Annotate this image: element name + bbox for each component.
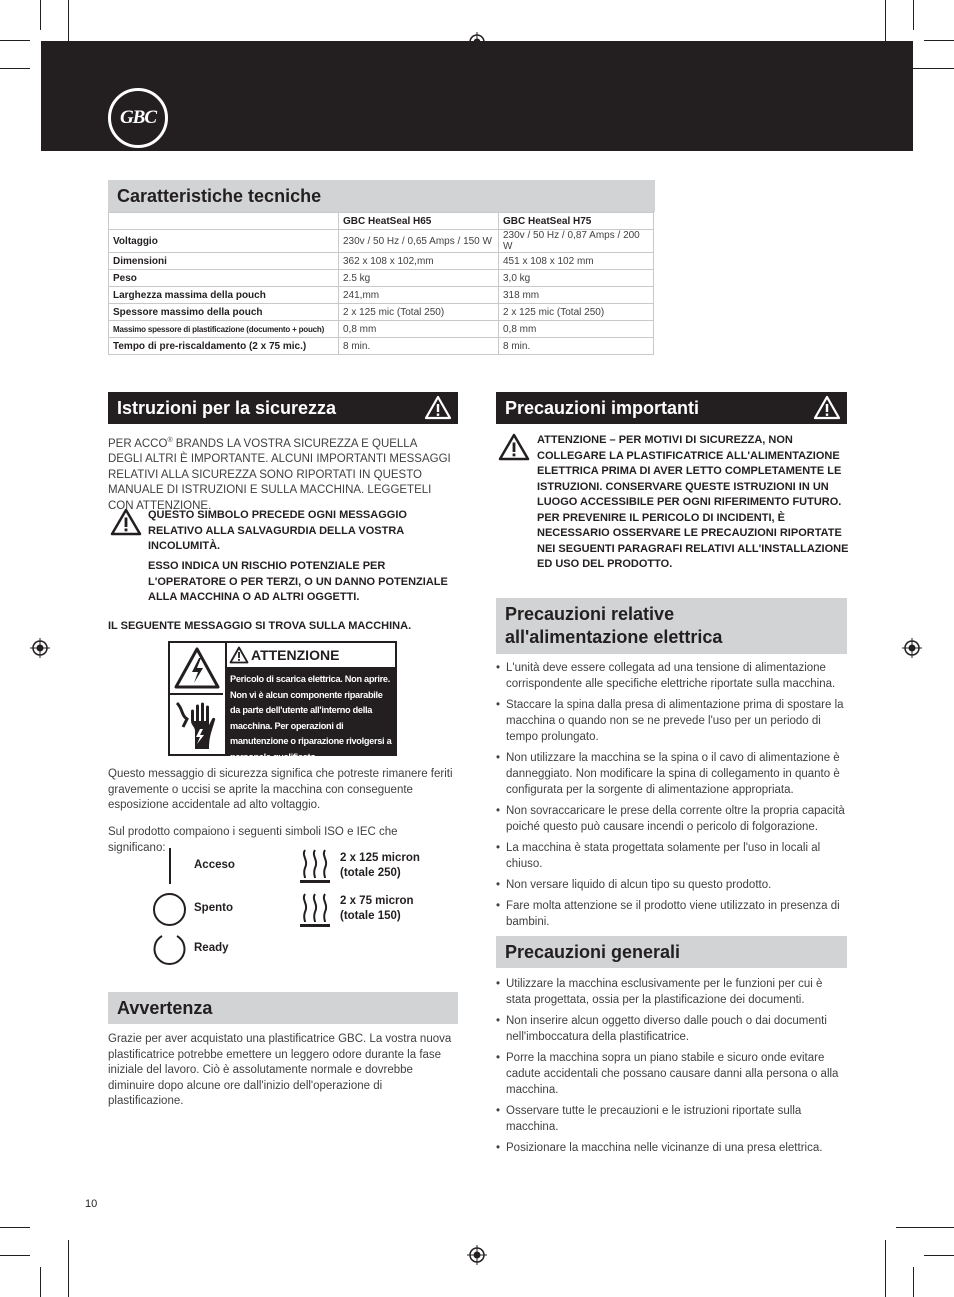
table-row [109, 321, 654, 338]
header-band [41, 41, 913, 151]
safety-risk-text: ESSO INDICA UN RISCHIO POTENZIALE PER L'OPERATORE O PER TERZI, O UN DANNO POTENZIALE ALLA MACCHINA O AD ALTRI OGGETTI. [148, 560, 448, 603]
spec-value-h65: 0,8 mm [339, 321, 499, 338]
symbol-heat75-label: 2 x 75 micron (totale 150) [340, 895, 414, 922]
electrical-list [496, 660, 846, 935]
spec-value-h65: 8 min. [339, 338, 499, 355]
safety-title: Istruzioni per la sicurezza [108, 392, 458, 424]
specs-title: Caratteristiche tecniche [108, 180, 654, 212]
specs-header-cell: GBC HeatSeal H65 [339, 213, 499, 230]
list-item: • Utilizzare la macchina esclusivamente per le funzioni per cui è stata progettata, ossia per la plastificazione dei documenti. [496, 976, 846, 1008]
registration-mark-icon [902, 638, 922, 658]
spec-value-h65: 362 x 108 x 102,mm [339, 253, 499, 270]
crop-mark [0, 68, 30, 69]
spec-label: Spessore massimo della pouch [109, 304, 339, 321]
spec-value-h75: 2 x 125 mic (Total 250) [499, 304, 654, 321]
page-number: 10 [85, 1198, 98, 1210]
crop-mark [0, 1227, 30, 1228]
hand-shock-icon [173, 697, 221, 751]
safety-intro: PER ACCO® BRANDS LA VOSTRA SICUREZZA E QUELLA DEGLI ALTRI È IMPORTANTE. ALCUNI IMPORTANTI MESSAGGI RELATIVI ALLA SICUREZZA SONO RIPORTATI IN QUESTO MANUALE DI ISTRUZIONI E SULLA MACCHINA. LEGGETELI CON ATTENZIONE. [108, 437, 451, 512]
crop-mark [0, 1255, 30, 1256]
spec-label: Massimo spessore di plastificazione (documento + pouch) [109, 321, 339, 338]
label-title-bar [227, 643, 395, 669]
crop-mark [896, 1227, 954, 1228]
safety-message-meaning: Questo messaggio di sicurezza significa che potreste rimanere feriti gravemente o uccisi se aprite la macchina con conseguente esposizione accidentale ad alto voltaggio. [108, 768, 453, 811]
electrical-title: Precauzioni relative all'alimentazione elettrica [496, 598, 847, 654]
crop-mark [924, 1255, 954, 1256]
specs-header-cell [109, 213, 339, 230]
table-row [109, 338, 654, 355]
warning-triangle-icon [110, 508, 142, 536]
crop-mark [40, 1267, 41, 1297]
list-item: • Staccare la spina dalla presa di alimentazione prima di spostare la macchina o quando non se ne prevede l'uso per un periodo di tempo prolungato. [496, 697, 846, 745]
power-off-symbol-icon [153, 893, 186, 926]
ready-symbol-icon [152, 932, 187, 967]
heat-125-symbol-icon [300, 848, 330, 884]
spec-value-h75: 451 x 108 x 102 mm [499, 253, 654, 270]
crop-mark [40, 0, 41, 30]
table-row [109, 253, 654, 270]
warning-title: Avvertenza [108, 992, 458, 1024]
list-item: • Posizionare la macchina nelle vicinanze di una presa elettrica. [496, 1140, 846, 1156]
warning-triangle-icon [229, 646, 249, 664]
list-item: • L'unità deve essere collegata ad una tensione di alimentazione corrispondente alle specifiche elettriche riportate sulla macchina. [496, 660, 846, 692]
spec-label: Dimensioni [109, 253, 339, 270]
general-list [496, 976, 846, 1161]
spec-label: Larghezza massima della pouch [109, 287, 339, 304]
crop-mark [68, 1240, 69, 1297]
heat-75-symbol-icon [300, 892, 330, 928]
machine-message-title: IL SEGUENTE MESSAGGIO SI TROVA SULLA MACCHINA. [108, 620, 412, 632]
important-text: ATTENZIONE – PER MOTIVI DI SICUREZZA, NON COLLEGARE LA PLASTIFICATRICE ALL'ALIMENTAZIONE ELETTRICA PRIMA DI AVER LETTO COMPLETAMENTE LE ISTRUZIONI. CONSERVARE QUESTE ISTRUZIONI IN UN LUOGO ACCESSIBILE PER OGNI RIFERIMENTO FUTURO. PER PREVENIRE IL PERICOLO DI INCIDENTI, È NECESSARIO OSSERVARE LE PRECAUZIONI RIPORTATE NEI SEGUENTI PARAGRAFI RELATIVI ALL'INSTALLAZIONE ED USO DEL PRODOTTO. [537, 434, 849, 570]
specs-table-frame [654, 180, 655, 212]
table-row [109, 287, 654, 304]
list-item: • Fare molta attenzione se il prodotto viene utilizzato in presenza di bambini. [496, 898, 846, 930]
symbol-heat125-label: 2 x 125 micron (totale 250) [340, 852, 420, 879]
table-row [109, 304, 654, 321]
list-item: • Non inserire alcun oggetto diverso dalle pouch o dai documenti nell'imboccatura della plastificatrice. [496, 1013, 846, 1045]
warning-triangle-icon [424, 395, 452, 420]
spec-value-h75: 318 mm [499, 287, 654, 304]
list-item: • Non sovraccaricare le prese della corrente oltre la propria capacità poiché questo può causare incendi o pericolo di folgorazione. [496, 803, 846, 835]
spec-value-h75: 8 min. [499, 338, 654, 355]
table-row [109, 270, 654, 287]
specs-header-row [109, 213, 654, 230]
list-item: • Non versare liquido di alcun tipo su questo prodotto. [496, 877, 846, 893]
spec-value-h75: 0,8 mm [499, 321, 654, 338]
spec-label: Tempo di pre-riscaldamento (2 x 75 mic.) [109, 338, 339, 355]
machine-warning-label [168, 641, 397, 762]
power-on-symbol-icon [169, 848, 171, 884]
spec-value-h65: 2.5 kg [339, 270, 499, 287]
specs-table [108, 212, 654, 355]
warning-triangle-icon [813, 395, 841, 420]
registration-mark-icon [30, 638, 50, 658]
spec-value-h65: 230v / 50 Hz / 0,65 Amps / 150 W [339, 230, 499, 253]
symbol-off-label: Spento [194, 902, 233, 914]
spec-label: Peso [109, 270, 339, 287]
safety-symbol-text: QUESTO SIMBOLO PRECEDE OGNI MESSAGGIO RELATIVO ALLA SALVAGURDIA DELLA VOSTRA INCOLUMITÀ. [148, 509, 407, 552]
crop-mark [913, 0, 914, 30]
crop-mark [885, 1240, 886, 1297]
spec-value-h75: 3,0 kg [499, 270, 654, 287]
list-item: • Osservare tutte le precauzioni e le istruzioni riportate sulla macchina. [496, 1103, 846, 1135]
symbol-ready-label: Ready [194, 942, 229, 954]
list-item: • Non utilizzare la macchina se la spina o il cavo di alimentazione è danneggiato. Non modificare la spina di collegamento in quanto è configurata per la sorgente di alimentazione appropriata. [496, 750, 846, 798]
table-row [109, 230, 654, 253]
spec-label: Voltaggio [109, 230, 339, 253]
gbc-logo: GBC [108, 88, 168, 148]
crop-mark [913, 1267, 914, 1297]
crop-mark [924, 40, 954, 41]
registration-mark-icon [467, 1245, 487, 1265]
spec-value-h65: 2 x 125 mic (Total 250) [339, 304, 499, 321]
label-icon-column [170, 643, 227, 754]
symbol-on-label: Acceso [194, 859, 235, 871]
label-body: Pericolo di scarica elettrica. Non aprire. Non vi è alcun componente riparabile da parte dell'utente all'interno della macchina. Per operazioni di manutenzione o riparazione rivolgersi a personale qualificato. [227, 669, 395, 754]
spec-value-h65: 241,mm [339, 287, 499, 304]
list-item: • Porre la macchina sopra un piano stabile e sicuro onde evitare cadute accidentali che possano causare danni alla persona o alla macchina. [496, 1050, 846, 1098]
warning-text: Grazie per aver acquistato una plastificatrice GBC. La vostra nuova plastificatrice potrebbe emettere un leggero odore durante la fase iniziale del lavoro. Ciò è assolutamente normale e dovrebbe diminuire dopo alcune ore dall'inizio dell'operazione di plastificazione. [108, 1033, 452, 1107]
registration-mark-icon [467, 32, 487, 52]
electric-shock-icon [173, 646, 221, 690]
general-title: Precauzioni generali [496, 936, 847, 968]
crop-mark [0, 40, 30, 41]
iso-symbols-intro: Sul prodotto compaiono i seguenti simboli ISO e IEC che significano: [108, 826, 398, 854]
list-item: • La macchina è stata progettata solamente per l'uso in locali al chiuso. [496, 840, 846, 872]
spec-value-h75: 230v / 50 Hz / 0,87 Amps / 200 W [499, 230, 654, 253]
warning-triangle-icon [498, 433, 530, 461]
specs-header-cell: GBC HeatSeal H75 [499, 213, 654, 230]
label-title: ATTENZIONE [251, 647, 340, 663]
important-title: Precauzioni importanti [496, 392, 847, 424]
